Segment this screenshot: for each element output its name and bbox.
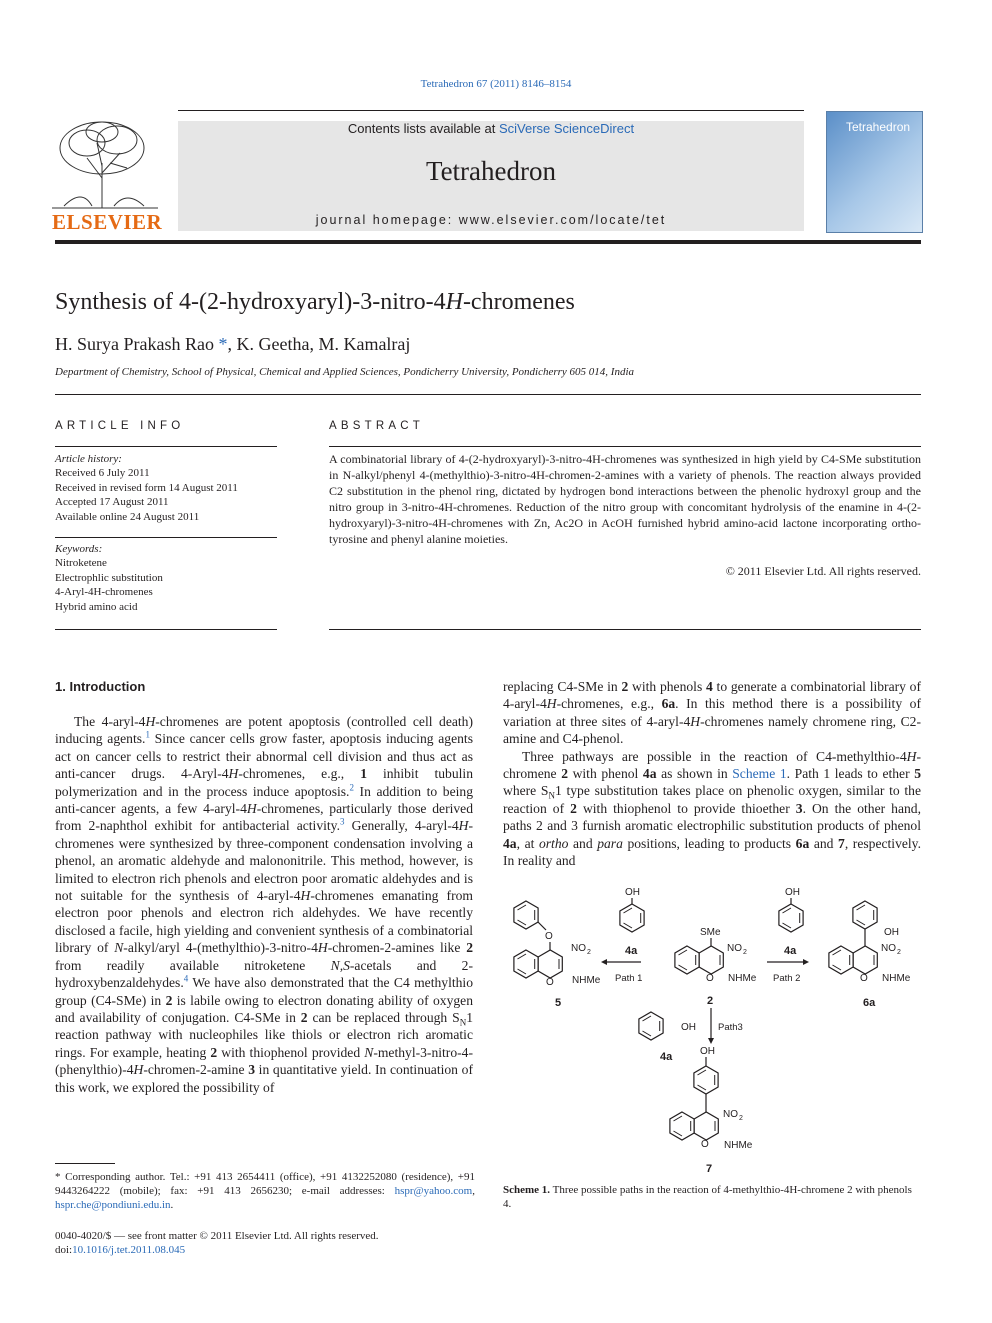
- corresponding-author-mark[interactable]: *: [218, 334, 228, 354]
- svg-text:2: 2: [897, 949, 901, 956]
- svg-text:4a: 4a: [660, 1051, 673, 1063]
- journal-name: Tetrahedron: [425, 156, 557, 186]
- svg-text:O: O: [860, 973, 868, 984]
- history-online: Available online 24 August 2011: [55, 510, 200, 523]
- footnote-rule: [55, 1163, 115, 1164]
- svg-text:2: 2: [587, 949, 591, 956]
- compound-5: 5: [555, 997, 562, 1009]
- svg-text:NHMe: NHMe: [572, 975, 601, 986]
- svg-text:NO: NO: [571, 943, 586, 954]
- divider: [329, 629, 921, 630]
- journal-citation[interactable]: Tetrahedron 67 (2011) 8146–8154: [420, 78, 572, 90]
- article-history: Article history: Received 6 July 2011 Received in revised form 14 August 2011 Accepted 17 August 2011 Available online 24 August 2011: [55, 452, 277, 524]
- path-3-label: Path3: [718, 1022, 743, 1033]
- keyword: Nitroketene: [55, 557, 107, 570]
- svg-text:NHMe: NHMe: [724, 1140, 753, 1151]
- compound-7: 7: [706, 1163, 713, 1175]
- svg-text:NHMe: NHMe: [882, 973, 911, 984]
- svg-text:O: O: [701, 1139, 709, 1150]
- svg-text:OH: OH: [681, 1022, 696, 1033]
- corresponding-author-footnote: * Corresponding author. Tel.: +91 413 2654411 (office), +91 4132252080 (residence), +91 9443264222 (mobile); fax: +91 413 2656230; e-mail addresses: hspr@yahoo.com, hspr.che@pondiuni.edu.in.: [55, 1171, 475, 1211]
- sciencedirect-link[interactable]: SciVerse ScienceDirect: [498, 121, 635, 136]
- body-column-left: The 4-aryl-4H-chromenes are potent apoptosis (controlled cell death) inducing agents.$^1$ Since cancer cells grow faster, apoptosis inducing agents act on cancer cells to restrict their abnormal cell division and thus act as anti-cancer drugs. 4-Aryl-4H-chromenes, e.g., 1 inhibit tubulin polymerization and in the process induce apoptosis.$^2$ In addition to being anti-cancer agents, a few 4-aryl-4H-chromenes, particularly those derived from 2-naphthol exhibit for antibacterial activity.$^3$ Generally, 4-aryl-4H-chromenes were synthesized by three-component condensation involving a phenol, an aromatic aldehyde and malononitrile. This method, however, is limited to electron rich phenols and electron poor aromatic aldehydes and is not suitable for the synthesis of 4-aryl-4H-chromenes emanating from electron poor phenols and electron rich aldehydes. We have recently disclosed a facile, high yielding and convenient synthesis of a combinatorial library of N-alkyl/aryl 4-(methylthio)-3-nitro-4H-chromen-2-amines like 2 from readily available nitroketene N,S-acetals and 2-hydroxybenzaldehydes.$^4$ We have also demonstrated that the C4 methylthio group (C4-SMe) in 2 is labile owing to electron donating ability of oxygen and availability of conjugation. C4-SMe in 2 can be replaced through $S_N1$ reaction pathway with nucleophiles like thiols or electron rich aromatic rings. For example, heating 2 with thiophenol provided N-methyl-3-nitro-4-(phenylthio)-4H-chromen-2-amine 3 in quantitative yield. In continuation of this work, we explored the possibility of: [55, 714, 474, 1095]
- svg-text:O: O: [546, 977, 554, 988]
- body-column-right: replacing C4-SMe in 2 with phenols 4 to generate a combinatorial library of 4-aryl-4H-chromenes, e.g., 6a. In this method there is a possibility of variation at three sites of 4-aryl-4H-chromenes namely chromene ring, C2-amine and C4-phenol. Three pathways are possible in the reaction of C4-methylthio-4H-chromene 2 with phenol 4a as shown in Scheme 1. Path 1 leads to ether 5 where $S_N1$ type substitution takes place on phenolic oxygen, similar to the reaction of 2 with thiophenol to provide thioether 3. On the other hand, paths 2 and 3 furnish aromatic electrophilic substitution products of phenol 4a, at ortho and para positions, leading to products 6a and 7, respectively. In reality and: [503, 679, 922, 869]
- abstract-copyright: © 2011 Elsevier Ltd. All rights reserved.: [725, 564, 921, 578]
- compound-6a: 6a: [863, 997, 876, 1009]
- svg-text:SMe: SMe: [700, 927, 721, 938]
- elsevier-wordmark: ELSEVIER: [52, 210, 163, 234]
- svg-text:OH: OH: [700, 1046, 715, 1057]
- header-thick-rule: [55, 240, 921, 244]
- svg-text:O: O: [706, 973, 714, 984]
- keyword: Hybrid amino acid: [55, 600, 138, 613]
- compound-2: 2: [707, 995, 714, 1007]
- path-2-label: Path 2: [773, 973, 801, 984]
- svg-text:2: 2: [739, 1115, 743, 1122]
- doi-link[interactable]: 10.1016/j.tet.2011.08.045: [72, 1244, 186, 1256]
- keywords: Keywords: Nitroketene Electrophlic substitution 4-Aryl-4H-chromenes Hybrid amino acid: [55, 542, 277, 614]
- svg-text:NO: NO: [727, 943, 742, 954]
- paper-title: Synthesis of 4-(2-hydroxyaryl)-3-nitro-4H-chromenes: [55, 289, 575, 315]
- history-accepted: Accepted 17 August 2011: [55, 496, 169, 509]
- email-link[interactable]: hspr@yahoo.com: [394, 1185, 473, 1197]
- svg-text:NO: NO: [723, 1109, 738, 1120]
- front-matter: 0040-4020/$ — see front matter © 2011 Elsevier Ltd. All rights reserved. doi:10.1016/j.tet.2011.08.045: [55, 1230, 379, 1256]
- divider: [55, 629, 277, 630]
- journal-homepage[interactable]: journal homepage: www.elsevier.com/locate/tet: [315, 213, 667, 227]
- path-1-label: Path 1: [615, 973, 643, 984]
- email-link[interactable]: hspr.che@pondiuni.edu.in: [55, 1199, 171, 1211]
- contents-line: Contents lists available at SciVerse ScienceDirect: [347, 121, 635, 136]
- section-heading: 1. Introduction: [55, 679, 146, 694]
- abstract-heading: ABSTRACT: [329, 420, 424, 432]
- divider: [55, 537, 277, 538]
- divider: [329, 446, 921, 447]
- svg-text:4a: 4a: [625, 945, 638, 957]
- history-received: Received 6 July 2011: [55, 467, 150, 480]
- cover-title: Tetrahedron: [846, 120, 911, 134]
- keyword: 4-Aryl-4H-chromenes: [55, 586, 153, 599]
- keyword: Electrophlic substitution: [55, 571, 163, 584]
- scheme-1-figure: [503, 880, 921, 1175]
- svg-text:2: 2: [743, 949, 747, 956]
- divider: [55, 446, 277, 447]
- label-o: O: [545, 931, 553, 942]
- divider: [55, 394, 921, 395]
- svg-text:OH: OH: [625, 887, 640, 898]
- svg-text:4a: 4a: [784, 945, 797, 957]
- svg-text:OH: OH: [785, 887, 800, 898]
- svg-text:NO: NO: [881, 943, 896, 954]
- article-info-heading: ARTICLE INFO: [55, 420, 185, 432]
- abstract-text: A combinatorial library of 4-(2-hydroxyaryl)-3-nitro-4H-chromenes was synthesized in high yield by C4-SMe substitution in N-alkyl/phenyl 4-(methylthio)-3-nitro-4H-chromen-2-amines with a variety of phenols. The reaction always provided C2 substitution in the phenol ring, dictated by hydrogen bond interactions between the phenolic hydroxyl group and the nitro group in 3-nitro-4H-chromenes. Reduction of the nitro group with concomitant hydrolysis of the enamine in 4-(2-hydroxyaryl)-3-nitro-4H-chromenes with Zn, Ac2O in AcOH furnished hybrid amino-acid lactone incorporating ortho-tyrosine and phenyl alanine moieties.: [329, 452, 921, 546]
- affiliation: Department of Chemistry, School of Physical, Chemical and Applied Sciences, Pondicherry University, Pondicherry 605 014, India: [55, 366, 635, 378]
- scheme-caption: Scheme 1. Three possible paths in the reaction of 4-methylthio-4H-chromene 2 with phenols 4.: [503, 1184, 912, 1210]
- header-rule: [178, 110, 804, 111]
- svg-text:OH: OH: [884, 927, 899, 938]
- author-list: H. Surya Prakash Rao *, K. Geetha, M. Kamalraj: [55, 334, 411, 354]
- svg-text:NHMe: NHMe: [728, 973, 757, 984]
- history-revised: Received in revised form 14 August 2011: [55, 481, 238, 494]
